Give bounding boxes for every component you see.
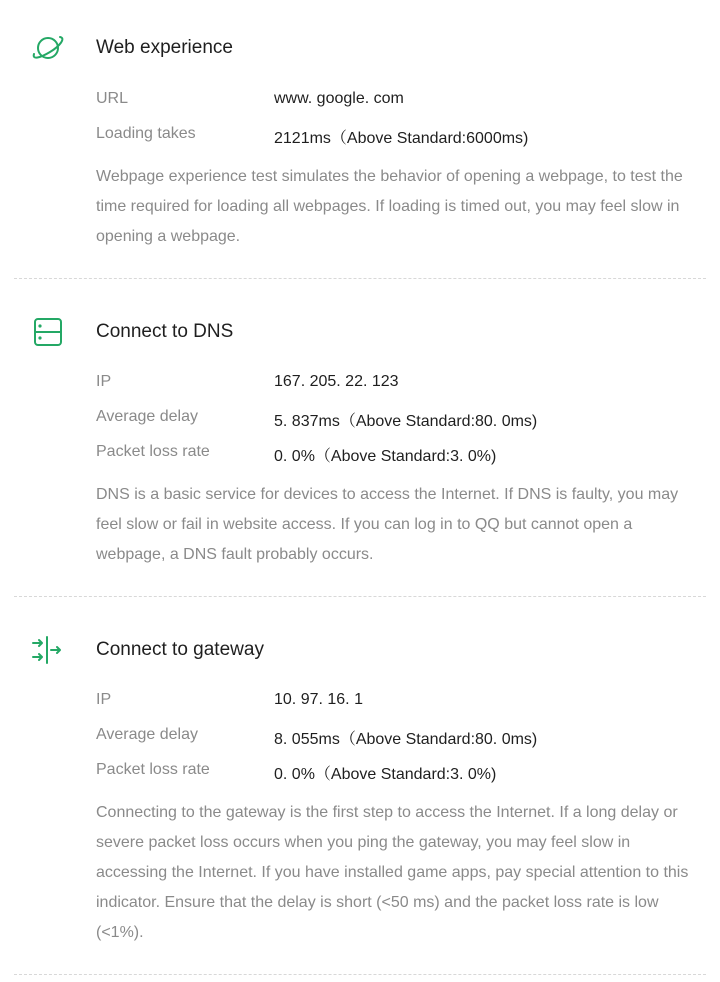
packet-loss-label: Packet loss rate [96, 443, 210, 460]
planet-icon [30, 30, 66, 66]
gateway-title: Connect to gateway [96, 639, 264, 660]
packet-loss-value: 0. 0%（Above Standard:3. 0%) [274, 448, 497, 465]
dns-header [0, 312, 720, 352]
web-experience-header [0, 28, 720, 68]
ip-label: IP [96, 373, 112, 390]
average-delay-value: 8. 055ms（Above Standard:80. 0ms) [274, 731, 538, 748]
dns-delay-row [0, 408, 720, 432]
loading-label: Loading takes [96, 125, 196, 142]
gateway-delay-row [0, 726, 720, 750]
ip-label: IP [96, 691, 112, 708]
gateway-arrows-icon [30, 632, 66, 668]
average-delay-value: 5. 837ms（Above Standard:80. 0ms) [274, 413, 538, 430]
web-loading-row [0, 125, 720, 149]
section-divider [14, 596, 706, 597]
url-label: URL [96, 90, 129, 107]
gateway-loss-row [0, 761, 720, 785]
gateway-header [0, 630, 720, 670]
gateway-ip-row [0, 691, 720, 715]
section-divider [14, 974, 706, 975]
section-divider [14, 278, 706, 279]
gateway-description: Connecting to the gateway is the first step to access the Internet. If a long delay or severe packet loss occurs when you ping the gateway, you may feel slow in accessing the Internet. If you have installed game apps, pay special attention to this indicator. Ensure that the delay is short (<50 ms) and the packet loss rate is low (<1%). [96, 804, 689, 941]
average-delay-label: Average delay [96, 726, 198, 743]
packet-loss-label: Packet loss rate [96, 761, 210, 778]
dns-description: DNS is a basic service for devices to access the Internet. If DNS is faulty, you may feel slow or fail in website access. If you can log in to QQ but cannot open a webpage, a DNS fault probably occurs. [96, 486, 679, 563]
web-url-row [0, 90, 720, 114]
loading-value: 2121ms（Above Standard:6000ms) [274, 130, 529, 147]
web-experience-title: Web experience [96, 37, 233, 58]
web-experience-description: Webpage experience test simulates the behavior of opening a webpage, to test the time required for loading all webpages. If loading is timed out, you may feel slow in opening a webpage. [96, 168, 683, 245]
dns-loss-row [0, 443, 720, 467]
server-icon [30, 314, 66, 350]
dns-ip-row [0, 373, 720, 397]
packet-loss-value: 0. 0%（Above Standard:3. 0%) [274, 766, 497, 783]
ip-value: 10. 97. 16. 1 [274, 691, 363, 708]
average-delay-label: Average delay [96, 408, 198, 425]
url-value: www. google. com [274, 90, 404, 107]
dns-title: Connect to DNS [96, 321, 234, 342]
ip-value: 167. 205. 22. 123 [274, 373, 399, 390]
